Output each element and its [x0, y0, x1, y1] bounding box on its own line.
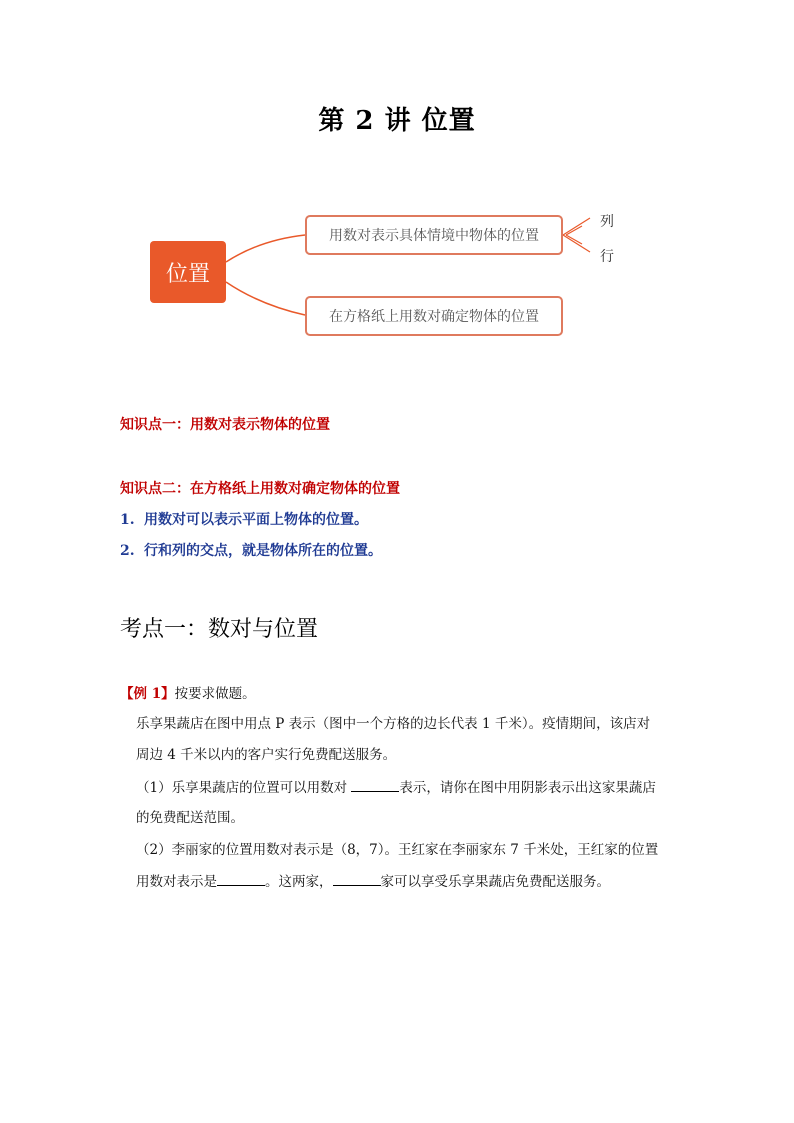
question-2-text-b: 。这两家， [265, 874, 333, 890]
list-item [120, 540, 382, 560]
example-paragraph-line-1: 乐享果蔬店在图中用点 P 表示（图中一个方格的边长代表 1 千米）。疫情期间，该店对 [136, 716, 651, 732]
example-tag: 【例 1】 [120, 686, 175, 702]
mindmap-leaf-column: 列 [600, 214, 614, 230]
question-1-text-a: （1）乐享果蔬店的位置可以用数对 [136, 780, 352, 796]
question-2-line-1: （2）李丽家的位置用数对表示是（8，7）。王红家在李丽家东 7 千米处，王红家的位置 [136, 842, 659, 858]
list-item-text: 行和列的交点，就是物体所在的位置。 [144, 543, 382, 559]
page-title: 第 2 讲 位置 [318, 106, 476, 136]
mindmap-root: 位置 [150, 241, 226, 303]
mindmap-connectors [0, 0, 794, 400]
question-2-text-a: 用数对表示是 [136, 874, 217, 890]
list-item-text: 用数对可以表示平面上物体的位置。 [144, 512, 368, 528]
mindmap-leaf-row: 行 [600, 249, 614, 265]
question-2-line-2 [136, 871, 610, 892]
question-1-line-2: 的免费配送范围。 [136, 810, 244, 826]
question-2-text-c: 家可以享受乐享果蔬店免费配送服务。 [380, 874, 610, 890]
list-item [120, 509, 368, 529]
example-instruction: 按要求做题。 [174, 686, 256, 702]
list-item-number: 2. [120, 543, 135, 559]
answer-blank-1[interactable] [351, 777, 399, 792]
question-1-text-b: 表示，请你在图中用阴影表示出这家果蔬店 [399, 780, 656, 796]
answer-blank-3[interactable] [333, 871, 381, 886]
section-title: 考点一：数对与位置 [120, 617, 319, 642]
knowledge-point-2: 知识点二：在方格纸上用数对确定物体的位置 [120, 481, 400, 497]
example-header [120, 684, 256, 704]
question-1-line-1 [136, 777, 656, 798]
answer-blank-2[interactable] [217, 871, 265, 886]
example-paragraph-line-2: 周边 4 千米以内的客户实行免费配送服务。 [136, 747, 397, 763]
knowledge-point-1: 知识点一：用数对表示物体的位置 [120, 417, 330, 433]
mindmap-branch-2: 在方格纸上用数对确定物体的位置 [305, 296, 563, 336]
mindmap-branch-1: 用数对表示具体情境中物体的位置 [305, 215, 563, 255]
list-item-number: 1. [120, 512, 135, 528]
